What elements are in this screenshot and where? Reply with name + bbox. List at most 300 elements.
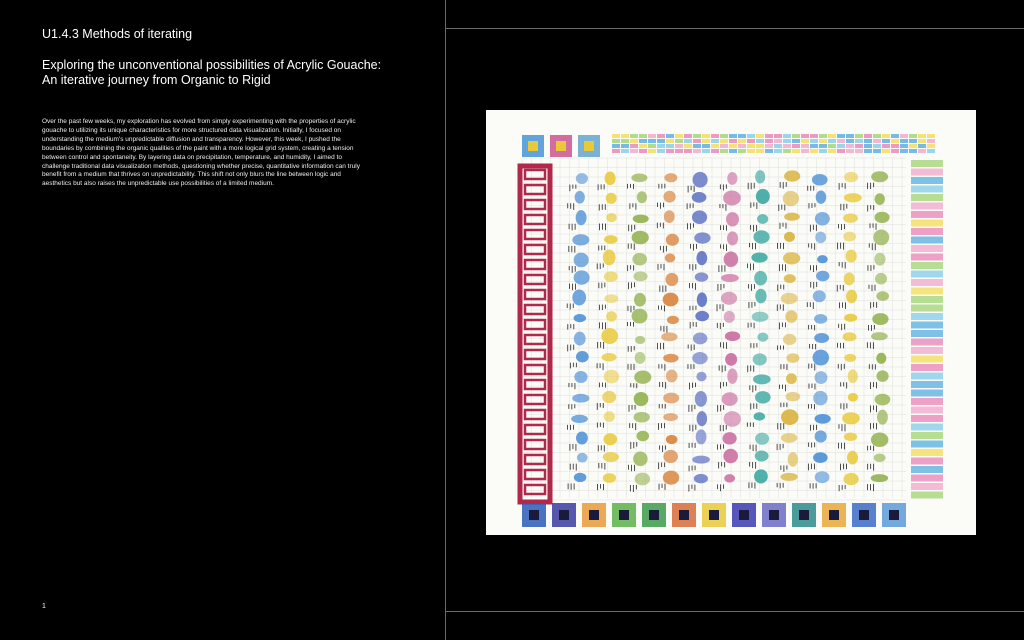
paint-blob — [663, 191, 675, 203]
paint-blob — [783, 191, 799, 206]
pixel-strip — [756, 149, 764, 153]
headline: Exploring the unconventional possibilities of Acrylic Gouache: An iterative journey from Organic to Rigid — [42, 58, 382, 87]
paint-blob — [871, 332, 888, 340]
pixel-strip — [927, 149, 935, 153]
right-swatch — [911, 330, 943, 337]
paint-blob — [871, 171, 888, 182]
pixel-strip — [837, 149, 845, 153]
paint-blob — [696, 372, 706, 382]
paint-blob — [724, 311, 735, 323]
paint-blob — [874, 253, 885, 266]
pixel-strip — [657, 144, 665, 148]
pixel-strip — [783, 149, 791, 153]
paint-blob — [757, 333, 768, 342]
pixel-strip — [792, 144, 800, 148]
paint-blob — [574, 473, 587, 482]
pixel-strip — [918, 139, 926, 143]
pixel-strip — [657, 134, 665, 138]
right-swatch — [911, 220, 943, 227]
paint-blob — [844, 193, 862, 202]
bottom-square-core — [649, 510, 659, 520]
right-swatch — [911, 424, 943, 431]
paint-blob — [814, 414, 830, 424]
paint-blob — [784, 170, 800, 181]
pixel-strip — [666, 144, 674, 148]
pixel-strip — [891, 144, 899, 148]
paint-blob — [635, 352, 646, 364]
paint-blob — [666, 435, 678, 444]
paint-blob — [815, 371, 828, 384]
paint-blob — [722, 392, 738, 406]
pixel-strip — [918, 134, 926, 138]
pixel-strip — [882, 134, 890, 138]
pixel-strip — [900, 144, 908, 148]
paint-blob — [635, 473, 650, 486]
pixel-strip — [927, 144, 935, 148]
bottom-square-core — [709, 510, 719, 520]
pixel-strip — [747, 144, 755, 148]
pixel-strip — [792, 139, 800, 143]
paint-blob — [572, 394, 589, 403]
right-swatch — [911, 211, 943, 218]
paint-blob — [696, 429, 707, 444]
pixel-strip — [702, 149, 710, 153]
paint-blob — [604, 370, 619, 384]
pixel-strip — [846, 139, 854, 143]
pixel-strip — [684, 149, 692, 153]
paint-blob — [727, 231, 738, 245]
paint-blob — [725, 331, 740, 341]
paint-blob — [844, 473, 859, 485]
pixel-strip — [792, 149, 800, 153]
pixel-strip — [837, 134, 845, 138]
paint-blob — [781, 409, 798, 425]
paint-blob — [813, 452, 828, 463]
pixel-strip — [801, 134, 809, 138]
paint-blob — [574, 253, 589, 268]
pixel-strip — [918, 149, 926, 153]
paint-blob — [876, 291, 889, 301]
pixel-strip — [657, 149, 665, 153]
paint-blob — [661, 332, 677, 341]
right-swatch — [911, 237, 943, 244]
paint-blob — [603, 249, 616, 265]
paint-blob — [788, 452, 798, 467]
pixel-strip — [612, 139, 620, 143]
pixel-strip — [864, 139, 872, 143]
pixel-strip — [801, 149, 809, 153]
paint-blob — [754, 469, 768, 483]
pixel-strip — [882, 149, 890, 153]
paint-blob — [846, 290, 857, 304]
bottom-square-core — [559, 510, 569, 520]
right-swatch — [911, 458, 943, 465]
paint-blob — [815, 212, 830, 225]
pixel-strip — [873, 144, 881, 148]
paint-blob — [576, 173, 588, 184]
paint-blob — [817, 255, 828, 263]
paint-blob — [633, 271, 647, 281]
pixel-strip — [747, 134, 755, 138]
paint-blob — [695, 391, 707, 407]
pixel-strip — [612, 149, 620, 153]
pixel-strip — [837, 139, 845, 143]
paint-blob — [633, 452, 647, 467]
paint-blob — [632, 309, 648, 324]
paint-blob — [844, 314, 857, 322]
pixel-strip — [801, 139, 809, 143]
paint-blob — [784, 232, 795, 242]
pixel-strip — [729, 149, 737, 153]
pixel-strip — [900, 139, 908, 143]
pixel-strip — [711, 149, 719, 153]
right-swatch — [911, 296, 943, 303]
pixel-strip — [729, 139, 737, 143]
bottom-square-core — [739, 510, 749, 520]
pixel-strip — [855, 149, 863, 153]
paint-blob — [871, 432, 889, 446]
pixel-strip — [774, 134, 782, 138]
paint-blob — [846, 250, 857, 263]
pixel-strip — [693, 149, 701, 153]
pixel-strip — [891, 139, 899, 143]
right-swatch — [911, 441, 943, 448]
pixel-strip — [873, 134, 881, 138]
pixel-strip — [909, 144, 917, 148]
paint-blob — [576, 351, 589, 362]
pixel-strip — [828, 144, 836, 148]
paint-blob — [695, 311, 709, 321]
paint-blob — [667, 316, 679, 324]
paint-blob — [786, 392, 801, 401]
paint-blob — [815, 430, 827, 442]
paint-blob — [637, 191, 647, 203]
paint-blob — [784, 213, 800, 221]
paint-blob — [816, 191, 827, 204]
bottom-square-core — [589, 510, 599, 520]
paint-blob — [755, 289, 766, 304]
paint-blob — [602, 353, 617, 362]
paint-blob — [874, 212, 889, 223]
paint-blob — [722, 432, 736, 444]
paint-blob — [574, 270, 590, 284]
right-swatch — [911, 313, 943, 320]
right-swatch — [911, 347, 943, 354]
top-square-core — [584, 141, 594, 151]
paint-blob — [755, 391, 771, 403]
paint-blob — [752, 312, 769, 322]
right-swatch — [911, 177, 943, 184]
pixel-strip — [738, 139, 746, 143]
pixel-strip — [684, 144, 692, 148]
pixel-strip — [900, 149, 908, 153]
paint-blob — [813, 290, 826, 302]
paint-blob — [812, 174, 828, 186]
top-rule — [446, 28, 1024, 29]
pixel-strip — [675, 149, 683, 153]
paint-blob — [606, 193, 617, 204]
pixel-strip — [747, 139, 755, 143]
pixel-strip — [648, 149, 656, 153]
paint-blob — [753, 353, 767, 365]
pixel-strip — [621, 149, 629, 153]
bottom-square-core — [529, 510, 539, 520]
right-swatch — [911, 203, 943, 210]
paint-blob — [603, 452, 619, 462]
paint-blob — [725, 353, 737, 366]
right-swatch — [911, 228, 943, 235]
right-swatch — [911, 390, 943, 397]
paint-blob — [665, 253, 676, 262]
paint-blob — [756, 189, 770, 204]
paint-blob — [781, 433, 798, 443]
paint-blob — [602, 391, 616, 403]
pixel-strip — [810, 139, 818, 143]
bottom-rule — [446, 611, 1024, 612]
pixel-strip — [648, 139, 656, 143]
paint-blob — [693, 172, 708, 188]
pixel-strip — [738, 134, 746, 138]
pixel-strip — [846, 144, 854, 148]
right-swatch — [911, 492, 943, 499]
paint-blob — [665, 273, 678, 286]
pixel-strip — [819, 144, 827, 148]
paint-blob — [727, 172, 737, 185]
pixel-strip — [702, 139, 710, 143]
body-text: Over the past few weeks, my exploration has evolved from simply experimenting with the properties of acrylic gouache to utilizing its unique characteristics for more structured data visualization. Initially, I focused on understanding the medium's unpredictable diffusion and transparency. However, this week, I pushed the boundaries by combining the organic qualities of the paint with a more logical grid system, creating a tension between control and spontaneity. By layering data on precipitation, temperature, and humidity, I aimed to challenge traditional data visualization methods, questioning whether precise, quantitative information can truly benefit from a medium that thrives on unpredictability. This shift not only blurs the line between logic and aesthetics but also raises the unpredictable use possibilities of a limited medium. — [42, 118, 360, 188]
page-number: 1 — [42, 603, 46, 610]
paint-blob — [723, 190, 741, 205]
right-swatch — [911, 262, 943, 269]
bottom-square-core — [769, 510, 779, 520]
paint-blob — [575, 191, 585, 204]
pixel-strip — [684, 139, 692, 143]
pixel-strip — [738, 149, 746, 153]
paint-blob — [844, 172, 858, 182]
right-swatch — [911, 364, 943, 371]
paint-blob — [697, 292, 707, 307]
paint-blob — [571, 415, 588, 423]
pixel-strip — [720, 149, 728, 153]
paint-blob — [606, 213, 617, 222]
pixel-strip — [729, 144, 737, 148]
paint-blob — [873, 229, 889, 245]
paint-blob — [757, 214, 768, 224]
pixel-strip — [810, 149, 818, 153]
pixel-strip — [882, 139, 890, 143]
right-swatch — [911, 322, 943, 329]
paint-blob — [723, 449, 738, 464]
paint-blob — [783, 252, 800, 264]
bottom-square-core — [859, 510, 869, 520]
right-swatch — [911, 415, 943, 422]
pixel-strip — [765, 144, 773, 148]
pixel-strip — [720, 134, 728, 138]
paint-blob — [692, 192, 707, 203]
paint-blob — [634, 371, 651, 384]
pixel-strip — [666, 139, 674, 143]
bottom-square-core — [679, 510, 689, 520]
paint-blob — [577, 453, 588, 463]
pixel-strip — [891, 134, 899, 138]
paint-blob — [755, 451, 769, 462]
paint-blob — [692, 352, 707, 364]
pixel-strip — [756, 139, 764, 143]
pixel-strip — [612, 144, 620, 148]
pixel-strip — [711, 139, 719, 143]
paint-blob — [694, 232, 710, 243]
paint-blob — [848, 369, 858, 383]
paint-blob — [844, 272, 855, 285]
paint-blob — [721, 292, 737, 305]
pixel-strip — [909, 149, 917, 153]
pixel-strip — [693, 134, 701, 138]
pixel-strip — [900, 134, 908, 138]
pixel-strip — [792, 134, 800, 138]
paint-blob — [876, 353, 886, 364]
right-swatch — [911, 279, 943, 286]
pixel-strip — [909, 139, 917, 143]
paint-blob — [576, 210, 587, 225]
pixel-strip — [729, 134, 737, 138]
paint-blob — [877, 410, 888, 425]
paint-blob — [781, 293, 798, 304]
paint-blob — [721, 274, 739, 282]
pixel-strip — [774, 144, 782, 148]
paint-blob — [692, 210, 707, 224]
pixel-strip — [864, 149, 872, 153]
paint-blob — [785, 310, 797, 323]
pixel-strip — [657, 139, 665, 143]
pixel-strip — [648, 144, 656, 148]
paint-blob — [751, 252, 767, 262]
artwork-image — [486, 110, 976, 535]
pixel-strip — [864, 134, 872, 138]
paint-blob — [604, 235, 618, 244]
pixel-strip — [666, 149, 674, 153]
right-swatch — [911, 356, 943, 363]
paint-blob — [844, 432, 857, 441]
paint-blob — [666, 234, 679, 246]
pixel-strip — [783, 144, 791, 148]
paint-blob — [663, 393, 679, 404]
pixel-strip — [828, 139, 836, 143]
paint-blob — [783, 334, 796, 345]
pixel-strip — [801, 144, 809, 148]
pixel-strip — [927, 139, 935, 143]
paint-blob — [847, 451, 858, 465]
paint-blob — [753, 230, 769, 243]
pixel-strip — [630, 144, 638, 148]
pixel-strip — [630, 149, 638, 153]
paint-blob — [784, 274, 796, 283]
pixel-strip — [684, 134, 692, 138]
right-swatch — [911, 339, 943, 346]
pixel-strip — [675, 139, 683, 143]
paint-blob — [663, 413, 678, 421]
paint-blob — [842, 412, 860, 424]
pixel-strip — [828, 149, 836, 153]
paint-blob — [724, 411, 741, 427]
pixel-strip — [810, 144, 818, 148]
pixel-strip — [873, 149, 881, 153]
pixel-strip — [828, 134, 836, 138]
pixel-strip — [639, 144, 647, 148]
paint-blob — [815, 232, 826, 244]
paint-blob — [696, 251, 707, 265]
pixel-strip — [630, 139, 638, 143]
paint-blob — [875, 273, 887, 285]
pixel-strip — [639, 139, 647, 143]
paint-blob — [572, 290, 586, 306]
paint-blob — [663, 450, 678, 463]
paint-blob — [844, 354, 856, 362]
pixel-strip — [918, 144, 926, 148]
paint-blob — [693, 333, 707, 345]
bottom-square-core — [829, 510, 839, 520]
paint-blob — [695, 272, 709, 281]
pixel-strip — [675, 134, 683, 138]
pixel-strip — [783, 134, 791, 138]
paint-blob — [875, 394, 891, 406]
pixel-strip — [612, 134, 620, 138]
paint-blob — [633, 214, 649, 223]
paint-blob — [635, 336, 645, 344]
paint-blob — [814, 333, 829, 343]
paint-blob — [663, 293, 679, 307]
paint-blob — [816, 271, 829, 281]
pixel-strip — [810, 134, 818, 138]
bottom-square-core — [799, 510, 809, 520]
paint-blob — [813, 391, 827, 405]
paint-blob — [664, 210, 675, 223]
paint-blob — [604, 294, 618, 303]
paint-blob — [780, 473, 797, 481]
paint-blob — [843, 213, 858, 223]
paint-blob — [604, 271, 618, 281]
right-swatch — [911, 194, 943, 201]
right-swatch — [911, 381, 943, 388]
pixel-strip — [756, 144, 764, 148]
paint-blob — [604, 411, 615, 422]
pixel-strip — [639, 134, 647, 138]
pixel-strip — [774, 149, 782, 153]
right-swatch — [911, 475, 943, 482]
paint-blob — [872, 313, 888, 325]
left-page — [0, 0, 445, 640]
paint-blob — [637, 431, 650, 442]
pixel-strip — [765, 149, 773, 153]
pixel-strip — [846, 149, 854, 153]
pixel-strip — [846, 134, 854, 138]
paint-blob — [813, 350, 830, 366]
paint-blob — [755, 433, 769, 445]
paint-blob — [606, 311, 617, 321]
pixel-strip — [702, 134, 710, 138]
paint-blob — [576, 431, 588, 444]
pixel-strip — [891, 149, 899, 153]
paint-blob — [874, 453, 886, 462]
pixel-strip — [873, 139, 881, 143]
paint-blob — [871, 474, 888, 482]
right-swatch — [911, 305, 943, 312]
pixel-strip — [675, 144, 683, 148]
bottom-square-core — [889, 510, 899, 520]
paint-blob — [603, 473, 616, 483]
pixel-strip — [639, 149, 647, 153]
pixel-strip — [720, 144, 728, 148]
right-swatch — [911, 186, 943, 193]
